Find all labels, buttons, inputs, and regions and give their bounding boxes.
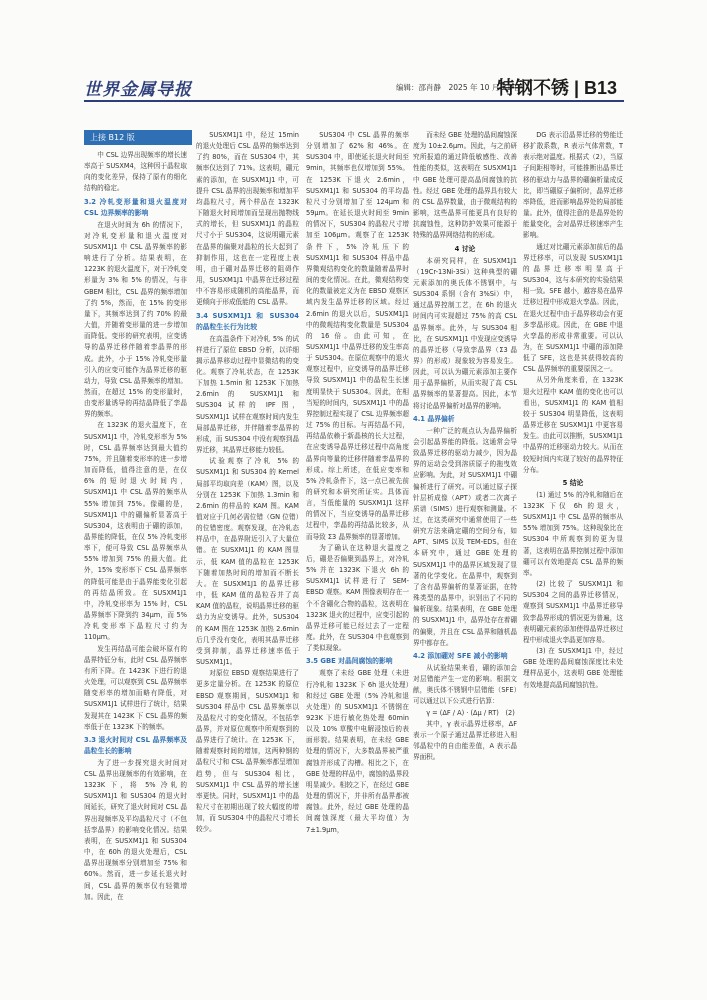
section-heading: 3.3 退火时间对 CSL 晶界频率及晶粒生长的影响 bbox=[84, 735, 187, 755]
body-paragraph: 在 1323K 的退火温度下，在 SUSXM1J1 中，冷轧变形率为 5% 时，CSL 晶界频率达到最大值约 75%，并且随着变形率的进一步增加而降低，值得注意的是，在仅 6% 的短时退火时间内，SUSXM1J1 中 CSL 晶界的频率从 55% 增加到 75%。像硼的是，SUSXM1J1 中的硼偏析显著高于 SUS304，这表明由于硼的添加，晶界能的降低，在仅 5% 冷轧变形率下，便可导致 CSL 晶界频率从 55% 增加到 75% 的最大值。此外，15% 变形率下 CSL 晶界频率的降低可能是由于晶界能变化引起的再结晶所致。在 SUSXM1J1 中，冷轧变形率为 15% 时，CSL 晶界频率下降到约 34μm，而 5% 冷轧变形率下晶粒尺寸约为 110μm。 bbox=[84, 421, 187, 642]
header-rule bbox=[84, 100, 624, 102]
body-paragraph: (1) 通过 5% 的冷轧和随后在 1323K 下仅 6h 的退火，SUSXM1J1 中 CSL 晶界的频率从 55% 增加到 75%。这种现象比在 SUS304 中所观察到的更为显著，这表明在晶界控制过程中添加硼可以有效地提高 CSL 晶界的频率。 bbox=[523, 490, 623, 577]
body-paragraph: 观察了未经 GBE 处理（未进行冷轧和 1323K 下 6h 退火处理）和经过 GBE 处理（5% 冷轧和退火处理）的 SUSXM1J1 不锈钢在 923K 下进行敏化热处理 60min 以及 10% 草酸中电解浸蚀后的表面形貌。结果表明，在未经 GBE 处理的情况下，大多数晶界被严重腐蚀并形成了沟槽。相比之下，在 GBE 处理的样品中，腐蚀的晶界段明显减少。相较之下，在经过 GBE 处理的情况下，并非所有晶界都被腐蚀。此外，经过 GBE 处理的晶间腐蚀深度（最大平均值）为 7±1.9μm， bbox=[306, 669, 409, 834]
section-heading: 3.2 冷轧变形量和退火温度对 CSL 边界频率的影响 bbox=[84, 197, 187, 217]
article-column-5 bbox=[523, 130, 623, 972]
body-paragraph: 试验观察了冷轧 5% 的 SUSXM1J1 和 SUS304 的 Kernel 局部平均取向差（KAM）图，以及分别在 1253K 下加热 1.3min 和 2.6min 的样品的 KAM 图。KAM 值对应于几何必需位错（GN 位错）的位错密度。观察发现，在冷轧态样品中，在晶界附近引入了大量位错。在 SUSXM1J1 的 KAM 图显示，低 KAM 值的晶粒在 1253K 下随着加热时间的增加而不断长大。在 SUSXM1J1 的晶界迁移中，低 KAM 值的晶粒吞并了高 KAM 值的晶粒，说明晶界迁移的驱动力为应变诱导。此外，SUS304 的 KAM 图在 1253K 加热 2.6min 后几乎没有变化，表明其晶界迁移受到抑制，晶界迁移速率低于 SUSXM1J1。 bbox=[196, 457, 299, 667]
body-paragraph: SUS304 中 CSL 晶界的频率分别增加了 62% 和 46%。在 SUS304 中，即使延长退火时间至 9min，其频率也仅增加到 55%。在 1253K 下退火 2.6min，SUSXM1J1 和 SUS304 的平均晶粒尺寸分别增加了至 124μm 和 59μm。在延长退火时间至 9min 的情况下，SUS304 的晶粒尺寸增加至 106μm。观察了在 1253K 条件下，5% 冷轧压下的 SUSXM1J1 和 SUS304 样品中晶界微观结构变化的数量随着晶界时间的变化情况。在此，微观结构变化的数量被定义为在 EBSD 观察区域内发生晶界迁移的区域。经过 2.6min 的退火以后，SUSXM1J1 中的微观结构变化数量是 SUS304 的 16 倍。由此可知，在 SUSXM1J1 中晶界迁移的发生率高于 SUS304。在原位观察中的退火观察过程中，应变诱导的晶界迁移导致 SUSXM1J1 中的晶粒生长速度明显快于 SUS304。因此，在相当短的时间内，SUSXM1J1 中的晶界控制过程实现了 CSL 边界频率超过 75% 的目标。与再结晶不同，再结晶依赖于新晶核的长大过程，在应变诱导晶界迁移过程中高角度晶界向等量的迁移伴随着孪晶界的形成。综上所述，在低应变率和 5% 冷轧条件下，这一点已被先前的研究和本研究所证实。具体而言，当低能量的 SUSXM1J1 这样的情况下，当应变诱导的晶界迁移过程中，孪晶的再结晶比较多，从而导致 Σ3 晶界频率的显著增加。 bbox=[306, 131, 409, 541]
section-heading: 3.5 GBE 对晶间腐蚀的影响 bbox=[306, 657, 393, 666]
body-paragraph: 本研究同样，在 SUSXM1J1（19Cr-13Ni-3Si）这种典型的硼元素添加的奥氏体不锈钢中，与 SUS304 系钢（含有 3%Si）中，通过晶界控制工艺，在 6h 的退火时间内可实现超过 75% 的高 CSL 晶界频率。此外，与 SUS304 相比，在 SUSXM1J1 中发现应变诱导的晶界迁移（导致孪晶界（Σ3 晶界）的形成）现象较为容易发生。因此，可以认为硼元素添加主要作用于晶界偏析，从而实现了高 CSL 晶界频率的显著提高。因此，本节将讨论晶界偏析对晶界的影响。 bbox=[413, 256, 517, 410]
article-column-2 bbox=[196, 130, 299, 972]
body-paragraph: 从试验结果来看，硼的添加会对层错能产生一定的影响。根据文献，奥氏体不锈钢中层错能（SFE）可以通过以下公式进行估算： bbox=[413, 663, 517, 706]
masthead-logo: 世界金属导报 bbox=[84, 80, 192, 100]
section-heading: 5 结论 bbox=[562, 478, 584, 487]
body-paragraph: DG 表示沿晶界迁移的势能迁移扩散系数，R 表示气体常数，T 表示绝对温度。根据式（2），当原子间距相等时，可能推断出晶界迁移的驱动力与晶界的硼偏析量成反比，即当硼原子偏析时，晶界迁移率降低，进而影响晶界处的局部能量。此外，值得注意的是晶界处的能量变化，会对晶界迁移速率产生影响。 bbox=[523, 131, 623, 240]
article-column-4 bbox=[413, 130, 517, 972]
continuation-banner: 上接 B12 版 bbox=[84, 130, 192, 145]
section-heading: 4 讨论 bbox=[454, 244, 476, 253]
body-paragraph: 从另外角度来看，在 1323K 退火过程中 KAM 值的变化也可以看出，SUSXM1J1 的 KAM 值相较于 SUS304 明显降低，这表明晶界迁移在 SUSXM1J1 中更容易发生。由此可以推断，SUSXM1J1 中晶界的迁移驱动力较大。从而在较短时间内实现了较好的晶界特征分布。 bbox=[523, 376, 623, 474]
body-paragraph: 通过对比硼元素添加前后的晶界迁移率，可以发现 SUSXM1J1 的晶界迁移率明显高于 SUS304，这与本研究的实验结果相一致。SFE 越小，越容易在晶界迁移过程中形成退火孪晶。因此，在退火过程中由于晶界移动会有更多孪晶形成。因此，在 GBE 中退火孪晶的形成非常重要。可以认为，在 SUSXM1J1 中硼的添加降低了 SFE，这也是其获得较高的 CSL 晶界频率的重要原因之一。 bbox=[523, 242, 623, 374]
body-paragraph: 中 CSL 边界出现频率的增长速率高于 SUSXM4，这种因于晶粒取向的变化差异，保持了原有的细化结构的稳定。 bbox=[84, 151, 187, 193]
article-column-3 bbox=[306, 130, 409, 972]
body-paragraph: 其中，γ 表示晶界迁移率，ΔF 表示一个原子通过晶界迁移进入相邻晶粒中的自由能差值，A 表示晶界面积。 bbox=[413, 719, 517, 762]
body-paragraph: SUSXM1J1 中，经过 15min 的退火处理后 CSL 晶界的频率达到了约 80%，而在 SUS304 中，其频率仅达到了 71%。这表明，硼元素的添加，在 SUSXM1J1 中，可提升 CSL 晶界的出现频率和增加平均晶粒尺寸，两个样品在 1323K 下随退火时间增加而呈现出抛物线式的增长，但 SUSXM1J1 的晶粒尺寸小于 SUS304，这说明硼元素在晶界的偏聚对晶粒的长大起到了抑制作用，这也在一定程度上表明，由于硼对晶界迁移的阻碍作用，SUSXM1J1 中晶界在迁移过程中不容易形成随机的高能晶界，而更倾向于形成低能的 CSL 晶界。 bbox=[196, 131, 299, 307]
body-paragraph: 在退火时间为 6h 的情况下，对冷轧变形量和退火温度对 SUSXM1J1 中 CSL 晶界频率的影响进行了分析。结果表明，在 1223K 的退火温度下，对于冷轧变形量为 3% 和 5% 的情况，与非 GBEM 相比，CSL 晶界的频率增加了约 5%，然而，在 15% 的变形量下，其频率达到了约 70% 的最大值，并随着变形量的进一步增加而降低。变形的研究表明，应变诱导的晶界迁移伴随着孪晶界的形成。此外，小于 15% 冷轧变形量引入的应变可能作为晶界迁移的驱动力，导致 CSL 晶界频率的增加。然而，在超过 15% 的变形量时，由变形量诱导的再结晶降低了孪晶界的频率。 bbox=[84, 220, 187, 419]
body-paragraph: (3) 在 SUSXM1J1 中，经过 GBE 处理的晶间腐蚀深度比未处理样品更小，这表明 GBE 处理能有效地提高晶间腐蚀抗性。 bbox=[523, 647, 623, 689]
editor-date-line: 编辑：邵肖静 2025 年 10 月 21 日 bbox=[396, 83, 522, 92]
body-paragraph: γ = (ΔF / A) · (Δμ / RT) (2) bbox=[426, 708, 515, 717]
body-paragraph: 一种广泛的观点认为晶界偏析会引起晶界能的降低。这通常会导致晶界迁移的驱动力减少，因为晶界的运动会受到溶质原子的拖曳效应影响。为此，对 SUSXM1J1 中硼偏析进行了研究。可以通过原子探针层析成像（APT）或者二次离子质谱（SIMS）进行观察和测量。不过，在这类研究中通常使用了一些研究方法来确定硼的空间分布，如 APT、SIMS 以及 TEM-EDS。但在本研究中，通过 GBE 处理的 SUSXM1J1 中的晶界区域发现了显著的化学变化。在晶界中，观察到了含有晶界偏析的显著证据，在特殊类型的晶界中，识别出了不同的偏析现象。结果表明，在 GBE 处理的 SUSXM1J1 中，晶界处存在着硼的偏聚，并且在 CSL 晶界和随机晶界中都存在。 bbox=[413, 426, 517, 647]
section-heading: 4.1 晶界偏析 bbox=[413, 414, 455, 423]
body-paragraph: 为了确认在这种退火温度之后，硼是否偏聚到晶界上，对冷轧 5% 并在 1323K 下退火 6h 的 SUSXM1J1 试样进行了 SEM-EBSD 观察。KAM 图像表明存在一个不含硼化合物的晶粒，这表明在 1323K 退火的过程中，应变引起的晶界迁移可能已经过去了一定程度。此外，在 SUS304 中也观察到了类似现象。 bbox=[306, 543, 409, 653]
body-paragraph: 在高温条件下对冷轧 5% 的试样进行了原位 EBSD 分析，以详细揭示晶界移动过程中显微结构的变化。观察了冷轧状态，在 1253K 下加热 1.5min 和 1253K 下加热 2.6min 的 SUSXM1J1 和 SUS304 试样的 IPF 图，SUSXM1J1 试样在观察时间内发生局部晶界迁移，并伴随着孪晶界的形成，而 SUS304 中没有观察到晶界迁移，其晶界迁移能力较低。 bbox=[196, 334, 299, 455]
body-paragraph: 为了进一步探究退火时间对 CSL 晶界出现频率的有效影响，在 1323K 下，将 5% 冷轧的 SUSXM1J1 和 SUS304 的退火时间延长，研究了退火时间对 CSL 晶界出现频率及平均晶粒尺寸（不包括孪晶界）的影响变化情况。结果表明，在 SUSXM1J1 和 SUS304 中，在 60h 的退火处理后，CSL 晶界出现频率分别增加至 75% 和 60%。然而，进一步延长退火时间，CSL 晶界的频率仅有轻微增加。因此，在 bbox=[84, 758, 187, 901]
body-paragraph: (2) 比较了 SUSXM1J1 和 SUS304 之间的晶界迁移情况，观察到 SUSXM1J1 中晶界迁移导致孪晶界形成的情况更为普遍，这表明硼元素的添加使得晶界迁移过程中形成退火孪晶更加容易。 bbox=[523, 580, 623, 644]
section-heading: 4.2 添加硼对 SFE 减小的影响 bbox=[413, 651, 508, 660]
section-page-label: 特钢不锈 | B13 bbox=[497, 78, 618, 98]
body-paragraph: 而未经 GBE 处理的晶间腐蚀深度为 10±2.6μm。因此，与之前研究所报道的通过降低敏感性、改善性能的类似，这表明在 SUSXM1J1 中 GBE 处理可提高晶间腐蚀的抗性。经过 GBE 处理的晶界具有较大的 CSL 晶界数量，由于微观结构的影响，这些晶界可能更具有良好的抗腐蚀性，这种防护效果可能源于特殊的晶界网络结构的形成。 bbox=[413, 131, 517, 240]
body-paragraph: 发生再结晶可能会破坏原有的晶界特征分布，此时 CSL 晶界频率有所下降。在 1423K 下进行的退火处理，可以观察到 CSL 晶界频率随变形率的增加而略有降低，对 SUSXM1J1 试样进行了统计，结果发现其在 1423K 下 CSL 晶界的频率低于在 1323K 下的频率。 bbox=[84, 644, 187, 731]
body-paragraph: 对原位 EBSD 观察结果进行了更多定量分析。在 1253K 的原位 EBSD 观察期间，SUSXM1J1 和 SUS304 样品中 CSL 晶界频率以及晶粒尺寸的变化情况，不包括孪晶界，并对原位观察中所观察到的晶界进行了统计。在 1253K 下，随着观察时间的增加，这两种钢的晶粒尺寸和 CSL 晶界频率都呈增加趋势，但与 SUS304 相比，SUSXM1J1 中 CSL 晶界的增长速率更快。同时，SUSXM1J1 中的晶粒尺寸在初期出现了较大幅度的增加，而 SUS304 中的晶粒尺寸增长较少。 bbox=[196, 669, 299, 834]
section-heading: 3.4 SUSXM1J1 和 SUS304 的晶粒生长行为比较 bbox=[196, 311, 299, 331]
article-column-1 bbox=[84, 150, 187, 972]
